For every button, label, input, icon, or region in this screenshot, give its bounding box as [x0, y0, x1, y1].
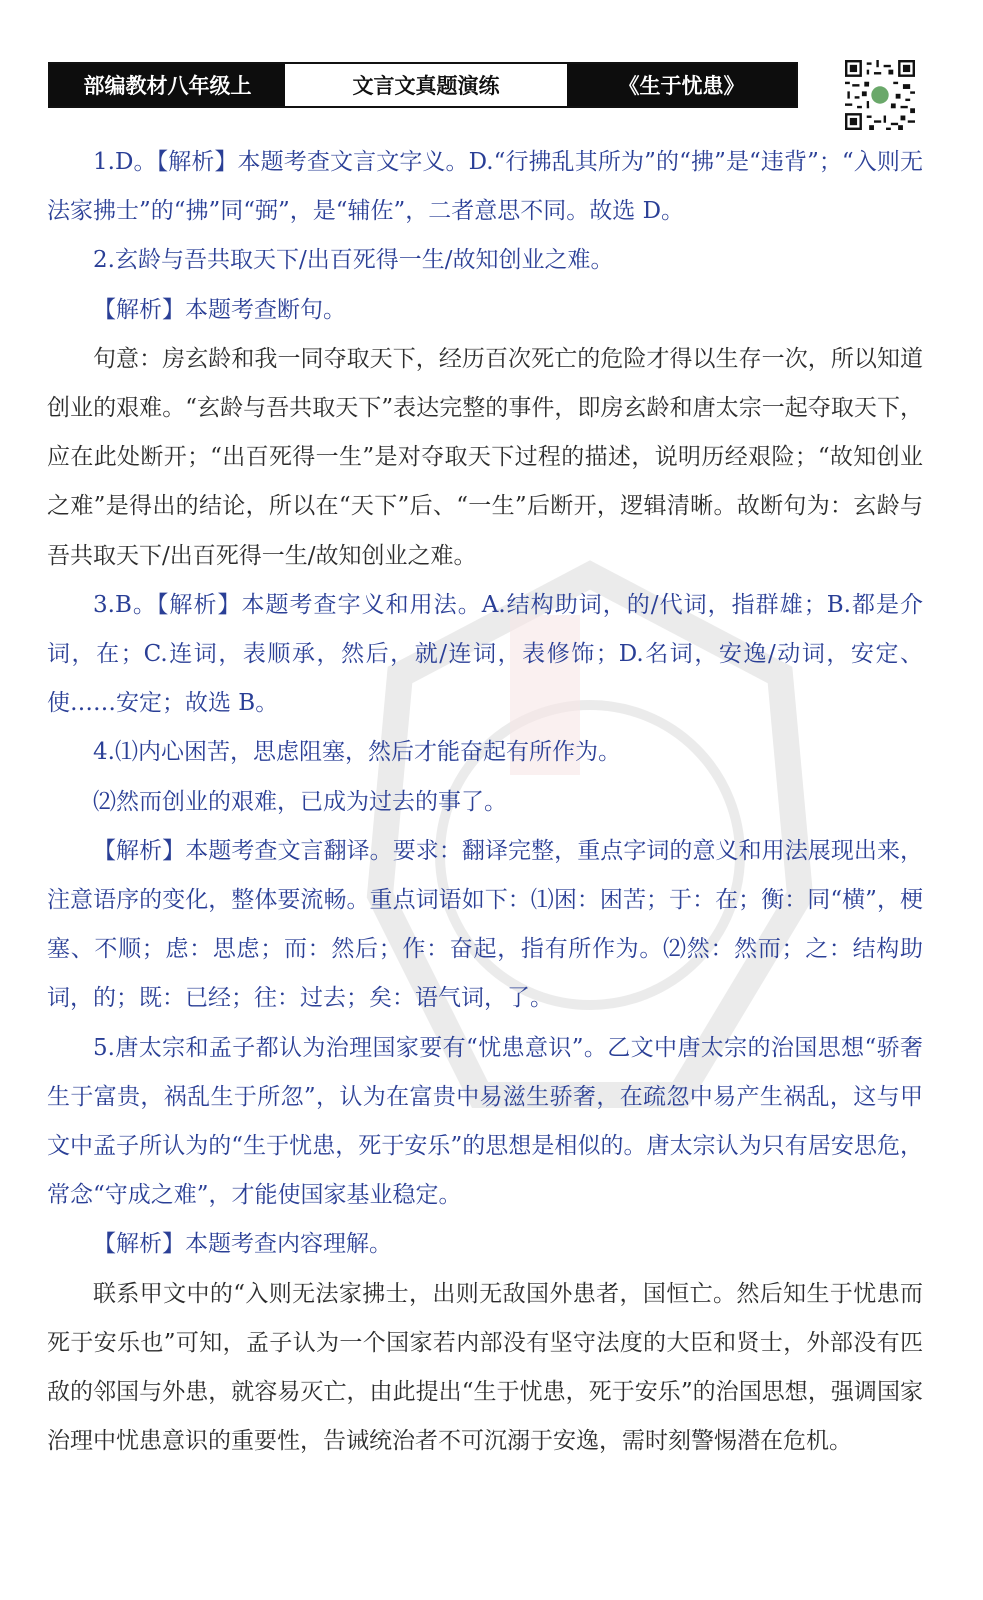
paragraph-text: 1.D。【解析】本题考查文言文字义。D.“行拂乱其所为”的“拂”是“违背”；“入则无法家拂士”的“拂”同“弼”，是“辅佐”，二者意思不同。故选 D。 [47, 149, 923, 225]
paragraph [47, 335, 923, 581]
paragraph-text: 5.唐太宗和孟子都认为治理国家要有“忧患意识”。乙文中唐太宗的治国思想“骄奢生于富贵，祸乱生于所忽”，认为在富贵中易滋生骄奢，在疏忽中易产生祸乱，这与甲文中孟子所认为的“生于忧患，死于安乐”的思想是相似的。唐太宗认为只有居安思危，常念“守成之难”，才能使国家基业稳定。 [47, 1034, 923, 1209]
paragraph [47, 1220, 923, 1269]
answer-content [47, 138, 923, 1466]
paragraph [47, 581, 923, 729]
paragraph-text: 4.⑴内心困苦，思虑阻塞，然后才能奋起有所作为。 [93, 739, 621, 766]
document-header [48, 62, 798, 108]
paragraph-text: 联系甲文中的“入则无法家拂士，出则无敌国外患者，国恒亡。然后知生于忧患而死于安乐也”可知，孟子认为一个国家若内部没有坚守法度的大臣和贤士，外部没有匹敌的邻国与外患，就容易灭亡，由此提出“生于忧患，死于安乐”的治国思想，强调国家治理中忧患意识的重要性，告诫统治者不可沉溺于安逸，需时刻警惕潜在危机。 [47, 1280, 923, 1455]
paragraph-text: 【解析】本题考查内容理解。 [93, 1231, 392, 1258]
header-lesson: 《生于忧患》 [567, 64, 796, 106]
paragraph [47, 286, 923, 335]
header-section: 文言文真题演练 [285, 64, 567, 106]
paragraph-text: 2.玄龄与吾共取天下/出百死得一生/故知创业之难。 [93, 247, 614, 274]
header-textbook: 部编教材八年级上 [50, 64, 285, 106]
paragraph [47, 236, 923, 285]
paragraph [47, 778, 923, 827]
paragraph [47, 138, 923, 236]
qr-code-icon [845, 60, 915, 130]
paragraph-text: 句意：房玄龄和我一同夺取天下，经历百次死亡的危险才得以生存一次，所以知道创业的艰难。“玄龄与吾共取天下”表达完整的事件，即房玄龄和唐太宗一起夺取天下，应在此处断开；“出百死得一生”是对夺取天下过程的描述，说明历经艰险；“故知创业之难”是得出的结论，所以在“天下”后、“一生”后断开，逻辑清晰。故断句为：玄龄与吾共取天下/出百死得一生/故知创业之难。 [47, 345, 923, 569]
paragraph-text: 3.B。【解析】本题考查字义和用法。A.结构助词，的/代词，指群雄；B.都是介词，在；C.连词，表顺承，然后，就/连词，表修饰；D.名词，安逸/动词，安定、使……安定；故选 B。 [47, 591, 923, 717]
paragraph [47, 827, 923, 1024]
paragraph-text: 【解析】本题考查断句。 [93, 296, 346, 323]
paragraph-text: 【解析】本题考查文言翻译。要求：翻译完整，重点字词的意义和用法展现出来，注意语序的变化，整体要流畅。重点词语如下：⑴困：困苦；于：在；衡：同“横”，梗塞、不顺；虑：思虑；而：然后；作：奋起，指有所作为。⑵然：然而；之：结构助词，的；既：已经；往：过去；矣：语气词，了。 [47, 837, 923, 1012]
paragraph [47, 728, 923, 777]
paragraph [47, 1024, 923, 1221]
paragraph [47, 1270, 923, 1467]
paragraph-text: ⑵然而创业的艰难，已成为过去的事了。 [93, 788, 507, 815]
